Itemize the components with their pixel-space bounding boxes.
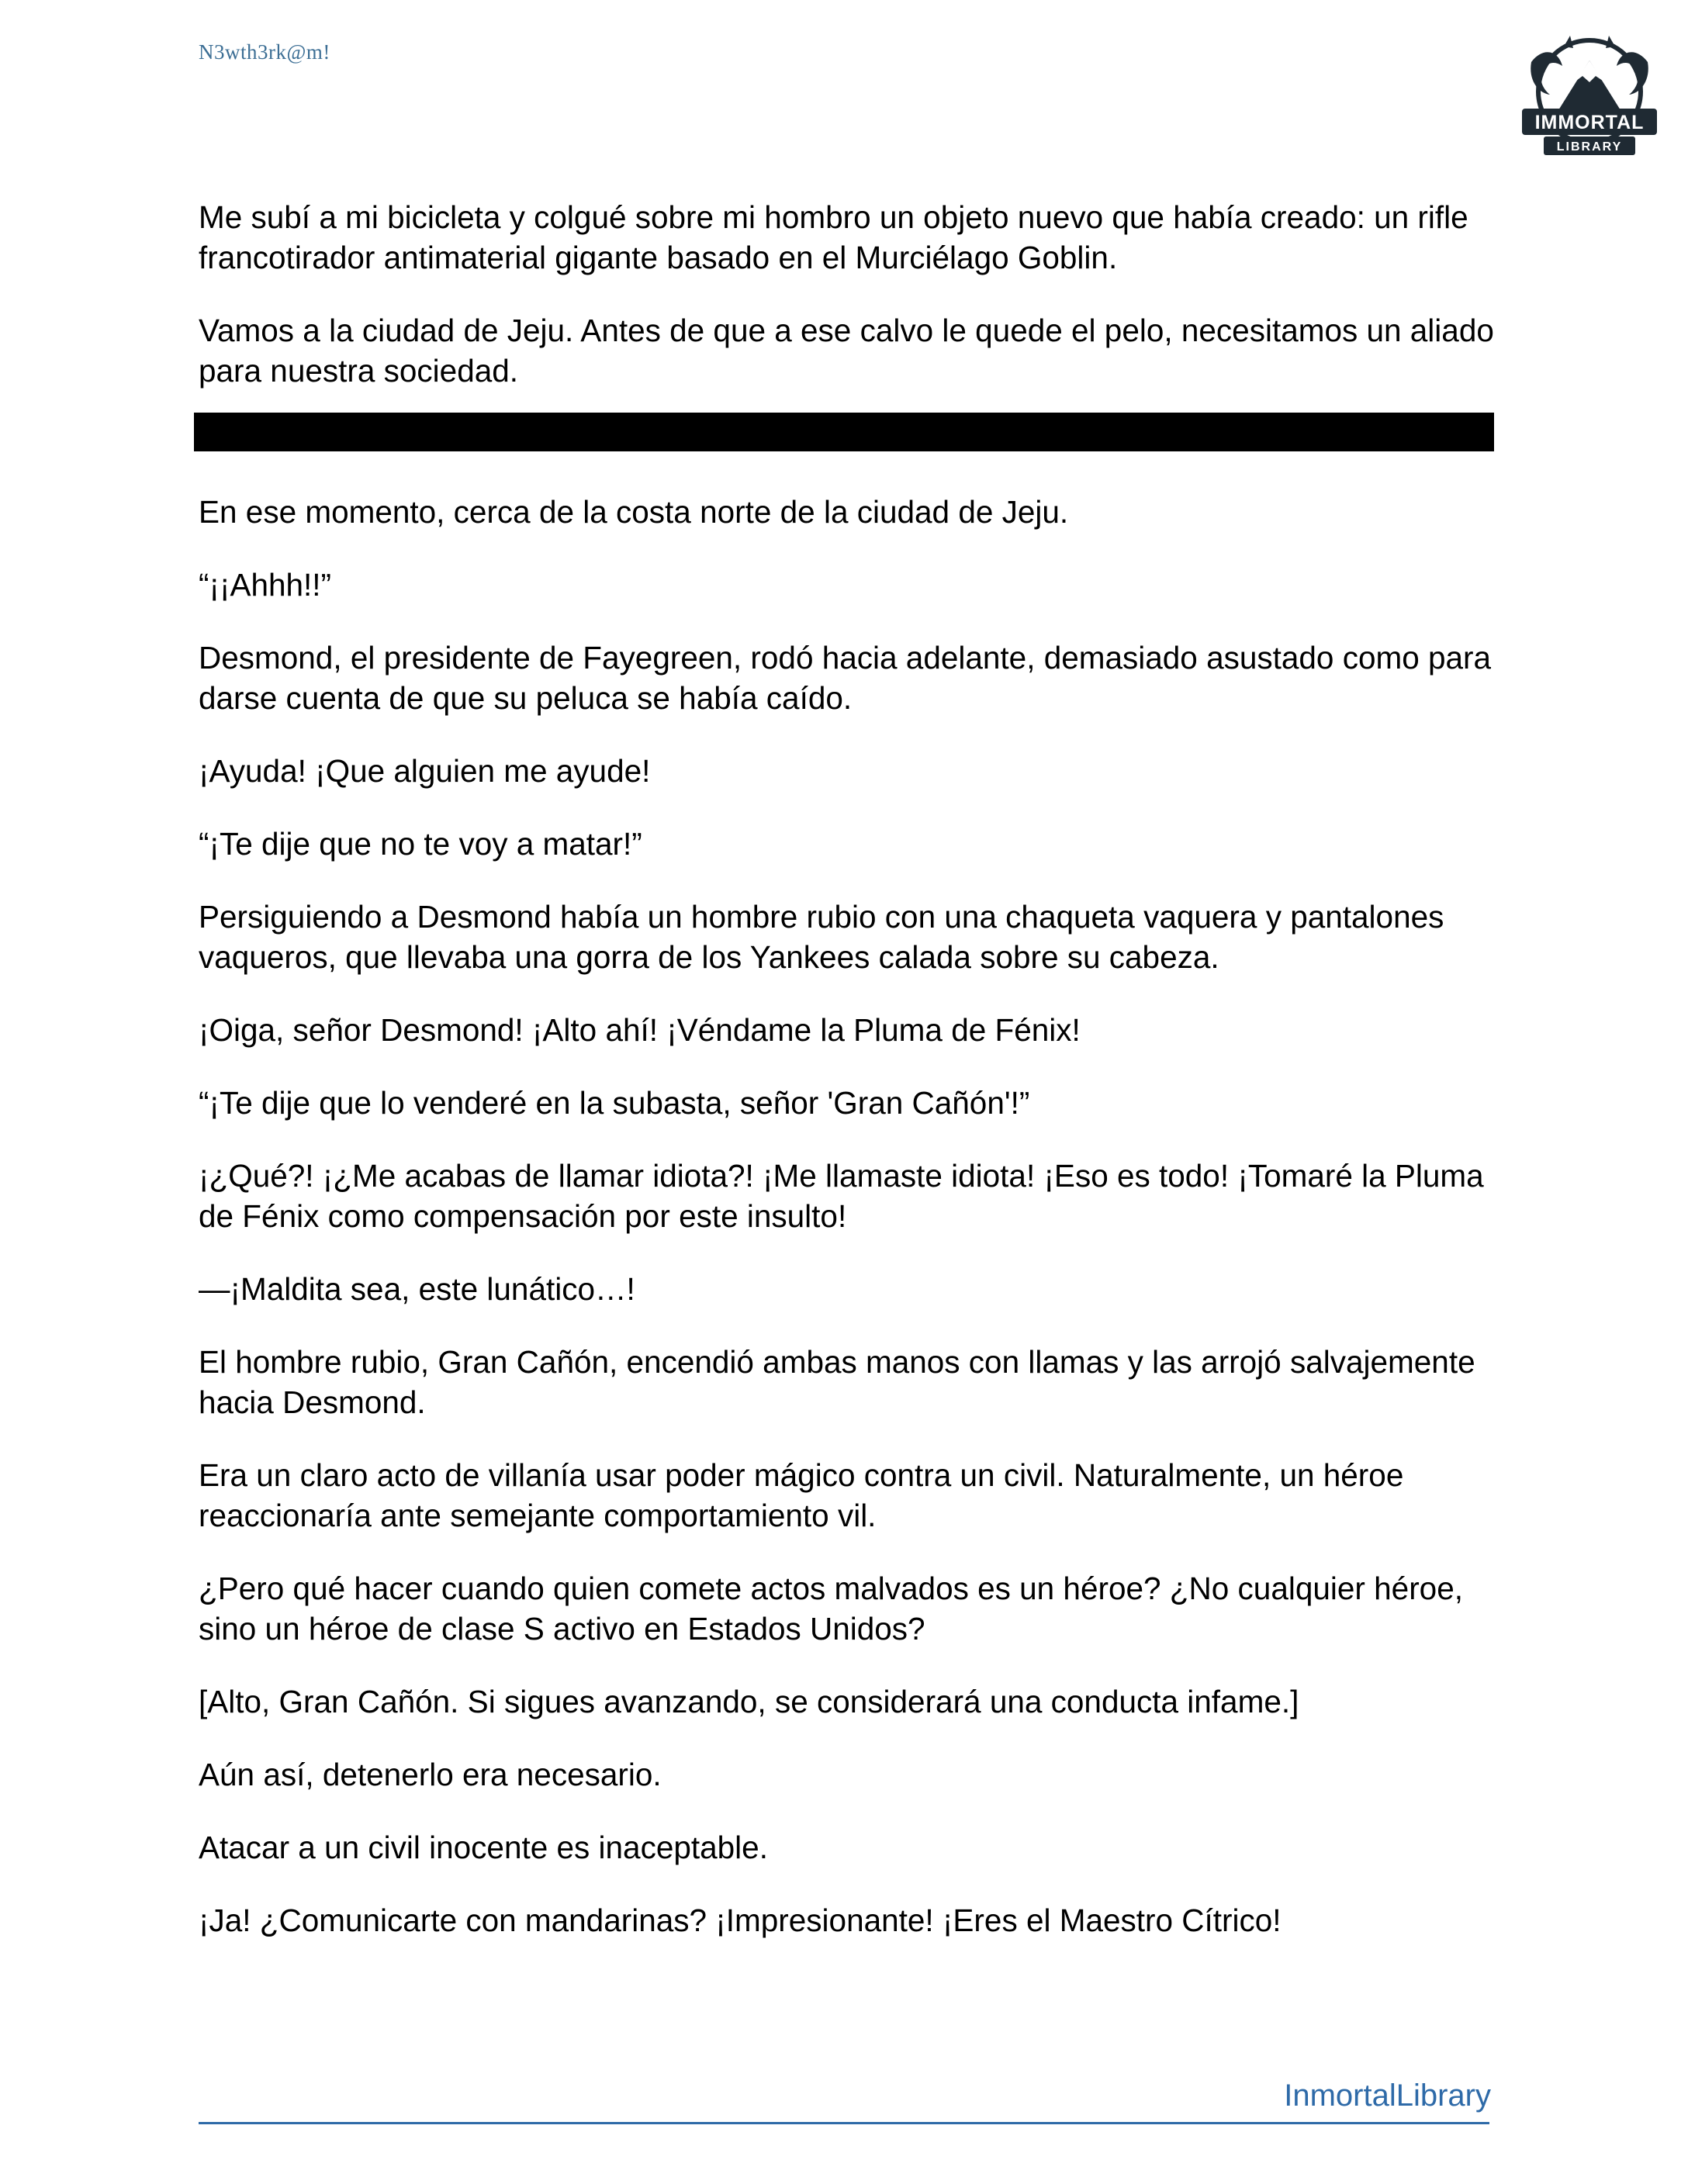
paragraph: Atacar a un civil inocente es inaceptable. — [199, 1830, 768, 1865]
paragraph: El hombre rubio, Gran Cañón, encendió ambas manos con llamas y las arrojó salvajemente hacia Desmond. — [199, 1344, 1475, 1420]
paragraph: [Alto, Gran Cañón. Si sigues avanzando, se considerará una conducta infame.] — [199, 1684, 1299, 1719]
footer-link[interactable]: InmortalLibrary — [1284, 2079, 1491, 2113]
section-break-bar — [194, 413, 1494, 451]
paragraph: Persiguiendo a Desmond había un hombre rubio con una chaqueta vaquera y pantalones vaqueros, que llevaba una gorra de los Yankees calada sobre su cabeza. — [199, 899, 1444, 975]
paragraph: Vamos a la ciudad de Jeju. Antes de que a ese calvo le quede el pelo, necesitamos un aliado para nuestra sociedad. — [199, 313, 1494, 389]
paragraph: “¡¡Ahhh!!” — [199, 567, 332, 603]
paragraph: Era un claro acto de villanía usar poder mágico contra un civil. Naturalmente, un héroe reaccionaría ante semejante comportamiento vil. — [199, 1457, 1404, 1533]
paragraph: ¡Ayuda! ¡Que alguien me ayude! — [199, 753, 651, 789]
paragraph: En ese momento, cerca de la costa norte de la ciudad de Jeju. — [199, 494, 1069, 530]
chapter-body — [199, 197, 1494, 1973]
header-watermark: N3wth3rk@m! — [199, 40, 330, 64]
footer-divider — [199, 2122, 1489, 2124]
logo-text-top: IMMORTAL — [1534, 112, 1645, 133]
post-break-section — [199, 492, 1494, 1940]
paragraph: “¡Te dije que lo venderé en la subasta, señor 'Gran Cañón'!” — [199, 1085, 1030, 1121]
paragraph: Aún así, detenerlo era necesario. — [199, 1757, 662, 1792]
paragraph: “¡Te dije que no te voy a matar!” — [199, 826, 642, 862]
logo-text-bottom: LIBRARY — [1556, 140, 1623, 154]
paragraph: Me subí a mi bicicleta y colgué sobre mi hombro un objeto nuevo que había creado: un rifle francotirador antimaterial gigante basado en el Murciélago Goblin. — [199, 199, 1468, 275]
paragraph: ¡Ja! ¿Comunicarte con mandarinas? ¡Impresionante! ¡Eres el Maestro Cítrico! — [199, 1902, 1282, 1938]
paragraph: ¿Pero qué hacer cuando quien comete actos malvados es un héroe? ¿No cualquier héroe, sino un héroe de clase S activo en Estados Unidos? — [199, 1571, 1463, 1647]
paragraph: ¡¿Qué?! ¡¿Me acabas de llamar idiota?! ¡Me llamaste idiota! ¡Eso es todo! ¡Tomaré la Pluma de Fénix como compensación por este insulto! — [199, 1158, 1484, 1234]
paragraph: Desmond, el presidente de Fayegreen, rodó hacia adelante, demasiado asustado como para darse cuenta de que su peluca se había caído. — [199, 640, 1492, 716]
paragraph: ¡Oiga, señor Desmond! ¡Alto ahí! ¡Véndame la Pluma de Fénix! — [199, 1012, 1081, 1048]
paragraph: —¡Maldita sea, este lunático…! — [199, 1271, 635, 1307]
immortal-library-logo — [1516, 31, 1663, 163]
